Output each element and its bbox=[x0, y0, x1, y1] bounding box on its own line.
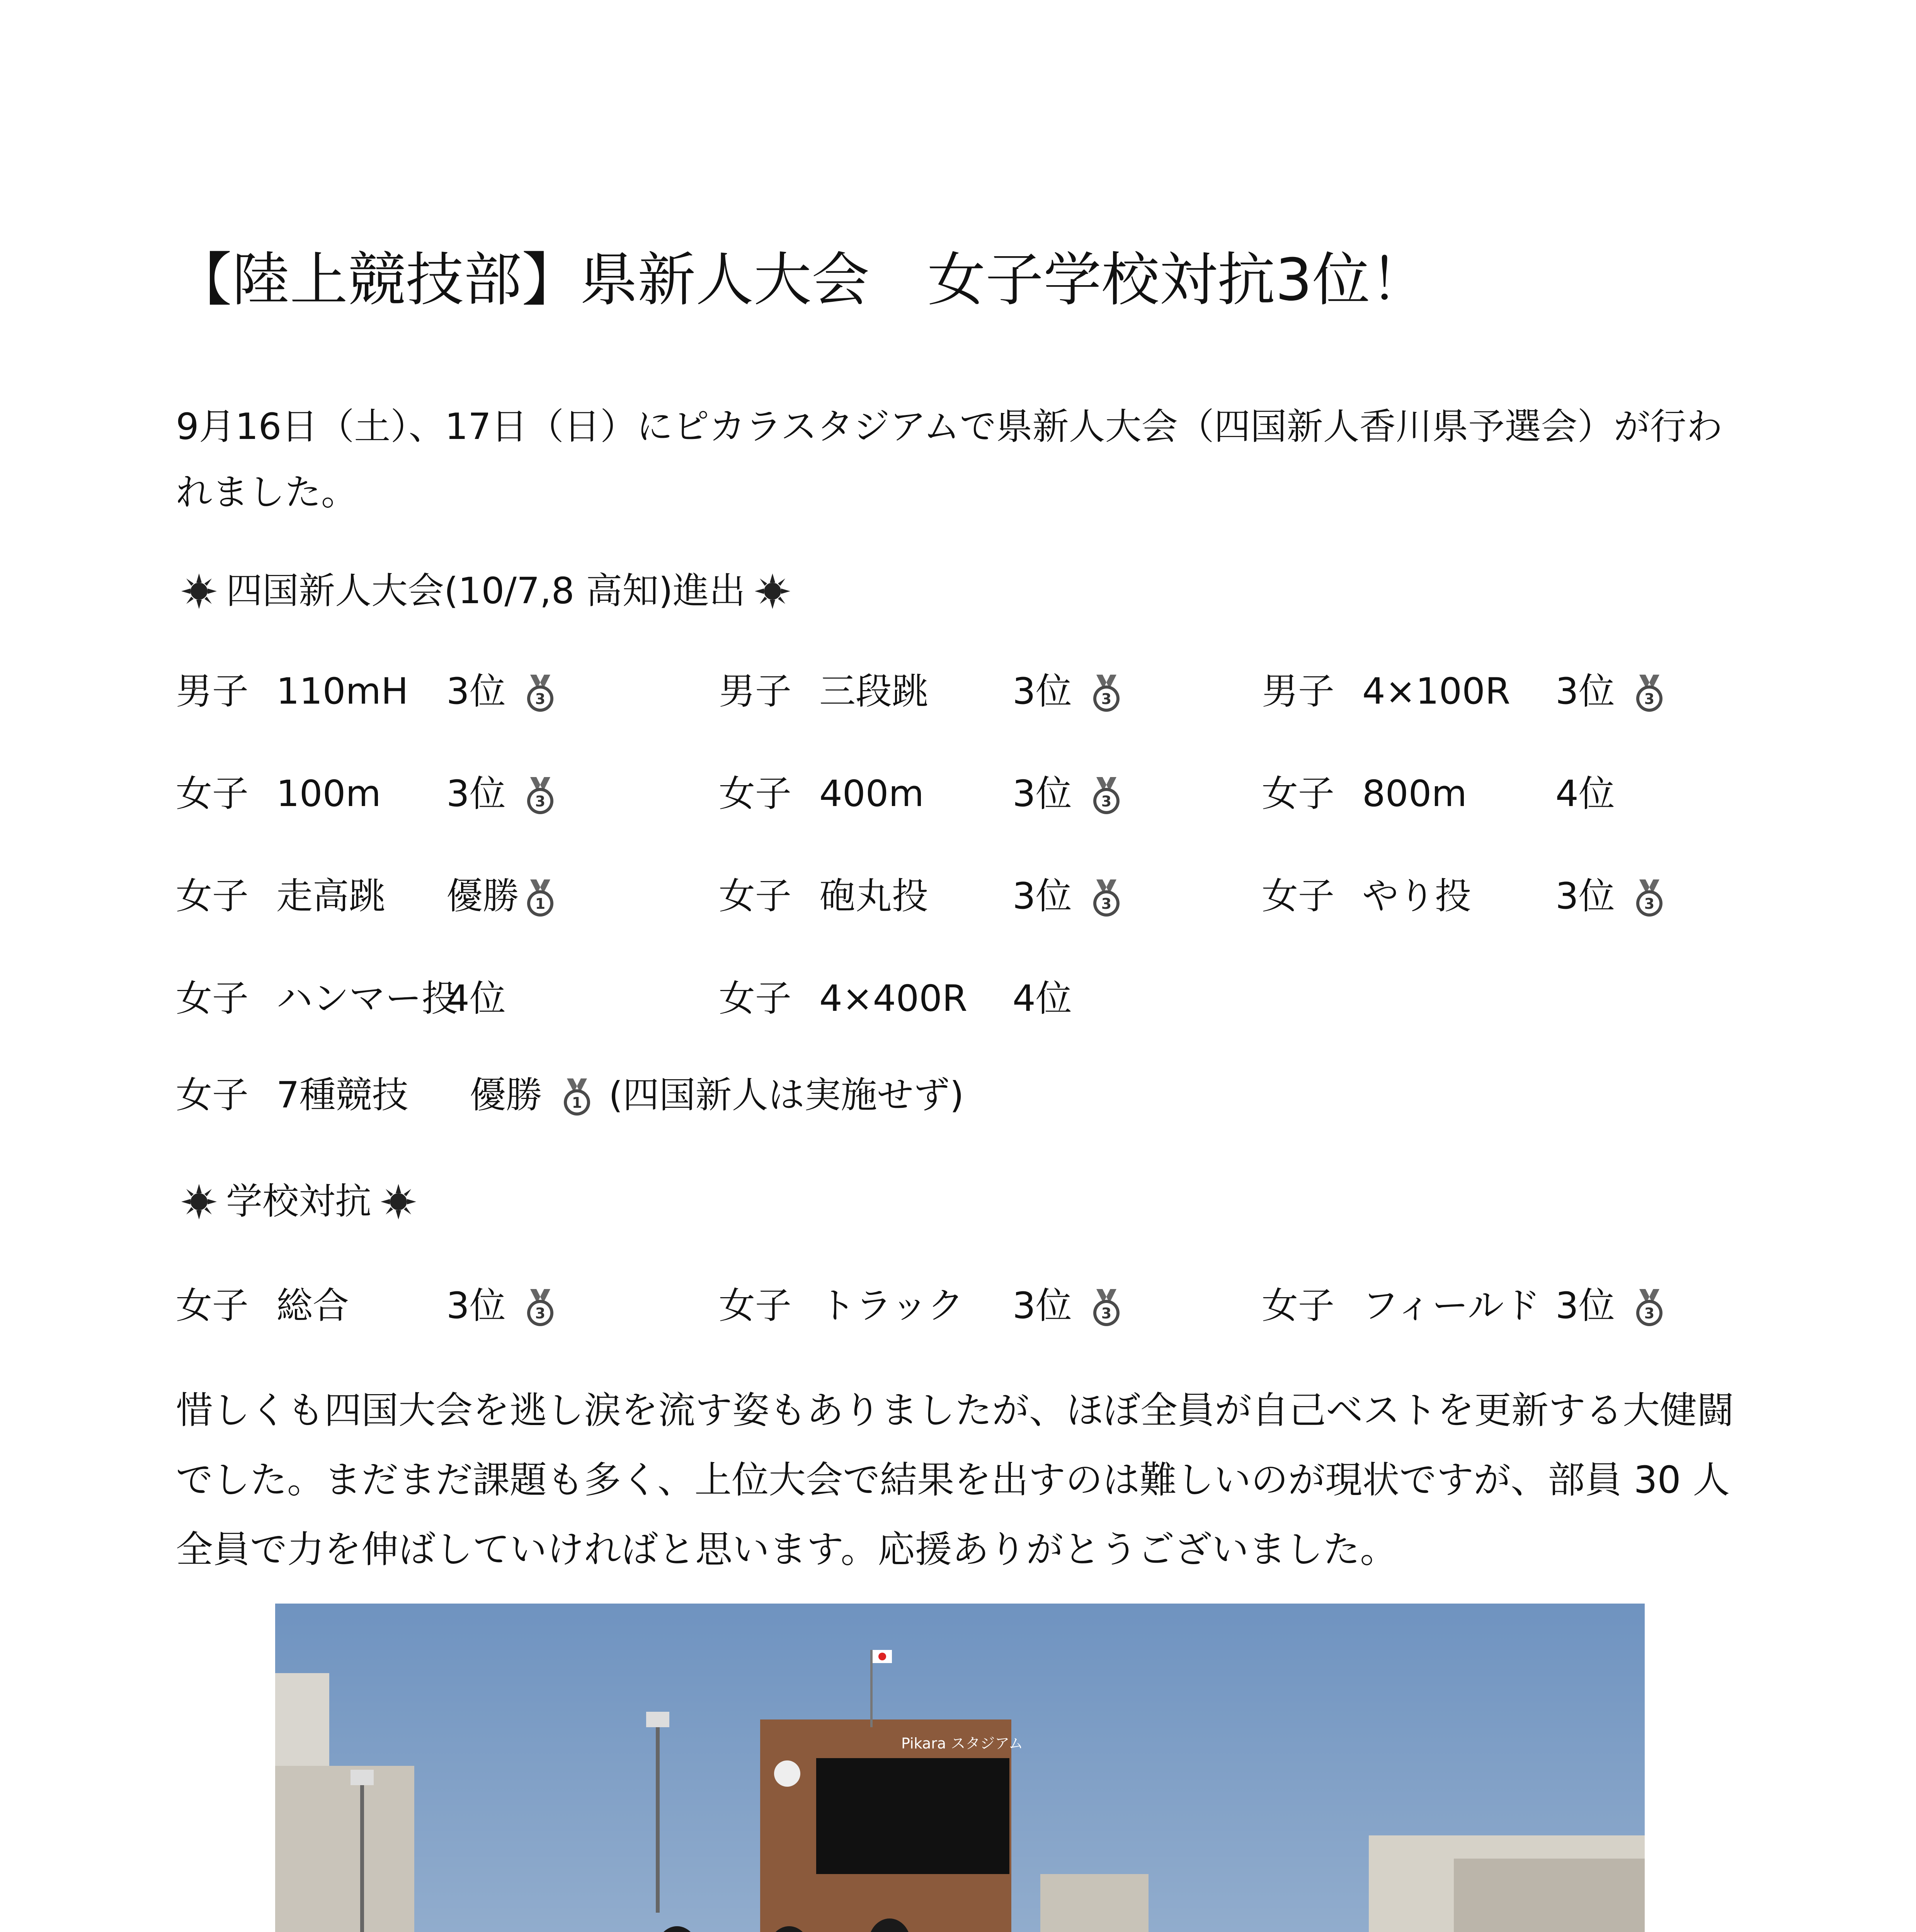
result-event: 100m bbox=[276, 773, 381, 815]
section-heading-text: 四国新人大会(10/7,8 高知)進出 bbox=[226, 570, 745, 612]
medal-number: 3 bbox=[1644, 1305, 1655, 1322]
medal-number: 1 bbox=[572, 1094, 582, 1111]
result-rank: 優勝 bbox=[470, 1074, 543, 1116]
result-event: 800m bbox=[1362, 773, 1467, 815]
medal-icon bbox=[1088, 673, 1125, 713]
medal-number: 3 bbox=[1644, 895, 1655, 912]
result-event: フィールド bbox=[1362, 1285, 1540, 1327]
result-event: 走高跳 bbox=[276, 875, 386, 917]
result-gender: 男子 bbox=[719, 670, 792, 713]
section-heading-school bbox=[176, 1177, 418, 1227]
medal-number: 3 bbox=[1101, 1305, 1112, 1322]
result-gender: 女子 bbox=[719, 773, 792, 815]
section-heading-shikoku bbox=[176, 566, 792, 616]
team-photo bbox=[275, 1604, 1645, 1932]
result-rank: 3位 bbox=[1012, 773, 1072, 815]
result-event: やり投 bbox=[1362, 875, 1472, 917]
sun-icon bbox=[753, 572, 792, 611]
medal-number: 3 bbox=[1101, 895, 1112, 912]
medal-icon bbox=[522, 1287, 559, 1328]
medal-number: 3 bbox=[535, 1305, 546, 1322]
result-event: 三段跳 bbox=[819, 670, 929, 713]
team-photo-illustration bbox=[275, 1604, 1645, 1932]
medal-icon bbox=[558, 1077, 596, 1117]
medal-number: 3 bbox=[535, 690, 546, 707]
medal-icon bbox=[1088, 1287, 1125, 1328]
result-rank: 3位 bbox=[1012, 875, 1072, 917]
intro-paragraph: 9月16日（土）、17日（日）にピカラスタジアムで県新人大会（四国新人香川県予選会）が行われました。 bbox=[176, 406, 1723, 514]
medal-icon bbox=[1088, 776, 1125, 816]
page-title: 【陸上競技部】県新人大会 女子学校対抗3位！ bbox=[174, 247, 1428, 314]
result-event: 400m bbox=[819, 773, 924, 815]
medal-number: 1 bbox=[535, 895, 546, 912]
sun-icon bbox=[180, 1182, 218, 1221]
result-gender: 女子 bbox=[176, 1074, 249, 1116]
result-gender: 女子 bbox=[1262, 773, 1335, 815]
medal-number: 3 bbox=[1644, 690, 1655, 707]
result-gender: 女子 bbox=[719, 875, 792, 917]
result-gender: 女子 bbox=[719, 1285, 792, 1327]
section-heading-text: 学校対抗 bbox=[226, 1180, 372, 1223]
result-event: 総合 bbox=[276, 1285, 349, 1327]
result-gender: 女子 bbox=[176, 978, 249, 1020]
medal-number: 3 bbox=[1101, 793, 1112, 810]
medal-icon bbox=[522, 673, 559, 713]
result-gender: 女子 bbox=[176, 1285, 249, 1327]
result-gender: 男子 bbox=[1262, 670, 1335, 713]
result-rank: 3位 bbox=[1555, 875, 1615, 917]
result-event: 4×400R bbox=[819, 978, 968, 1020]
result-rank: 3位 bbox=[1012, 670, 1072, 713]
result-rank: 3位 bbox=[1012, 1285, 1072, 1327]
result-gender: 男子 bbox=[176, 670, 249, 713]
medal-icon bbox=[1088, 878, 1125, 918]
sun-icon bbox=[180, 572, 218, 611]
medal-icon bbox=[522, 878, 559, 918]
result-rank: 4位 bbox=[446, 978, 506, 1020]
result-rank: 3位 bbox=[446, 670, 506, 713]
result-rank: 3位 bbox=[1555, 1285, 1615, 1327]
result-rank: 3位 bbox=[446, 773, 506, 815]
medal-number: 3 bbox=[1101, 690, 1112, 707]
result-event: 4×100R bbox=[1362, 670, 1511, 713]
medal-number: 3 bbox=[535, 793, 546, 810]
result-rank: 3位 bbox=[1555, 670, 1615, 713]
medal-icon bbox=[522, 776, 559, 816]
result-gender: 女子 bbox=[1262, 1285, 1335, 1327]
result-event: ハンマー投 bbox=[276, 978, 458, 1020]
medal-icon bbox=[1631, 673, 1668, 713]
closing-paragraph: 惜しくも四国大会を逃し涙を流す姿もありましたが、ほぼ全員が自己ベストを更新する大健闘でした。まだまだ課題も多く、上位大会で結果を出すのは難しいのが現状ですが、部員 30 人全員で力を伸ばしていければと思います。応援ありがとうございました。 bbox=[176, 1389, 1734, 1571]
result-event: 110mH bbox=[276, 670, 408, 713]
result-note: (四国新人は実施せず) bbox=[609, 1074, 964, 1116]
result-rank: 3位 bbox=[446, 1285, 506, 1327]
result-gender: 女子 bbox=[176, 875, 249, 917]
sun-icon bbox=[379, 1182, 418, 1221]
result-gender: 女子 bbox=[1262, 875, 1335, 917]
result-gender: 女子 bbox=[719, 978, 792, 1020]
result-event: 7種競技 bbox=[276, 1074, 408, 1116]
scoreboard-label: Pikara スタジアム bbox=[901, 1735, 1023, 1752]
result-rank: 優勝 bbox=[446, 875, 519, 917]
result-rank: 4位 bbox=[1012, 978, 1072, 1020]
medal-icon bbox=[1631, 878, 1668, 918]
result-event: 砲丸投 bbox=[819, 875, 929, 917]
result-event: トラック bbox=[819, 1285, 964, 1327]
result-rank: 4位 bbox=[1555, 773, 1615, 815]
medal-icon bbox=[1631, 1287, 1668, 1328]
result-gender: 女子 bbox=[176, 773, 249, 815]
combined-result bbox=[176, 1068, 1335, 1122]
